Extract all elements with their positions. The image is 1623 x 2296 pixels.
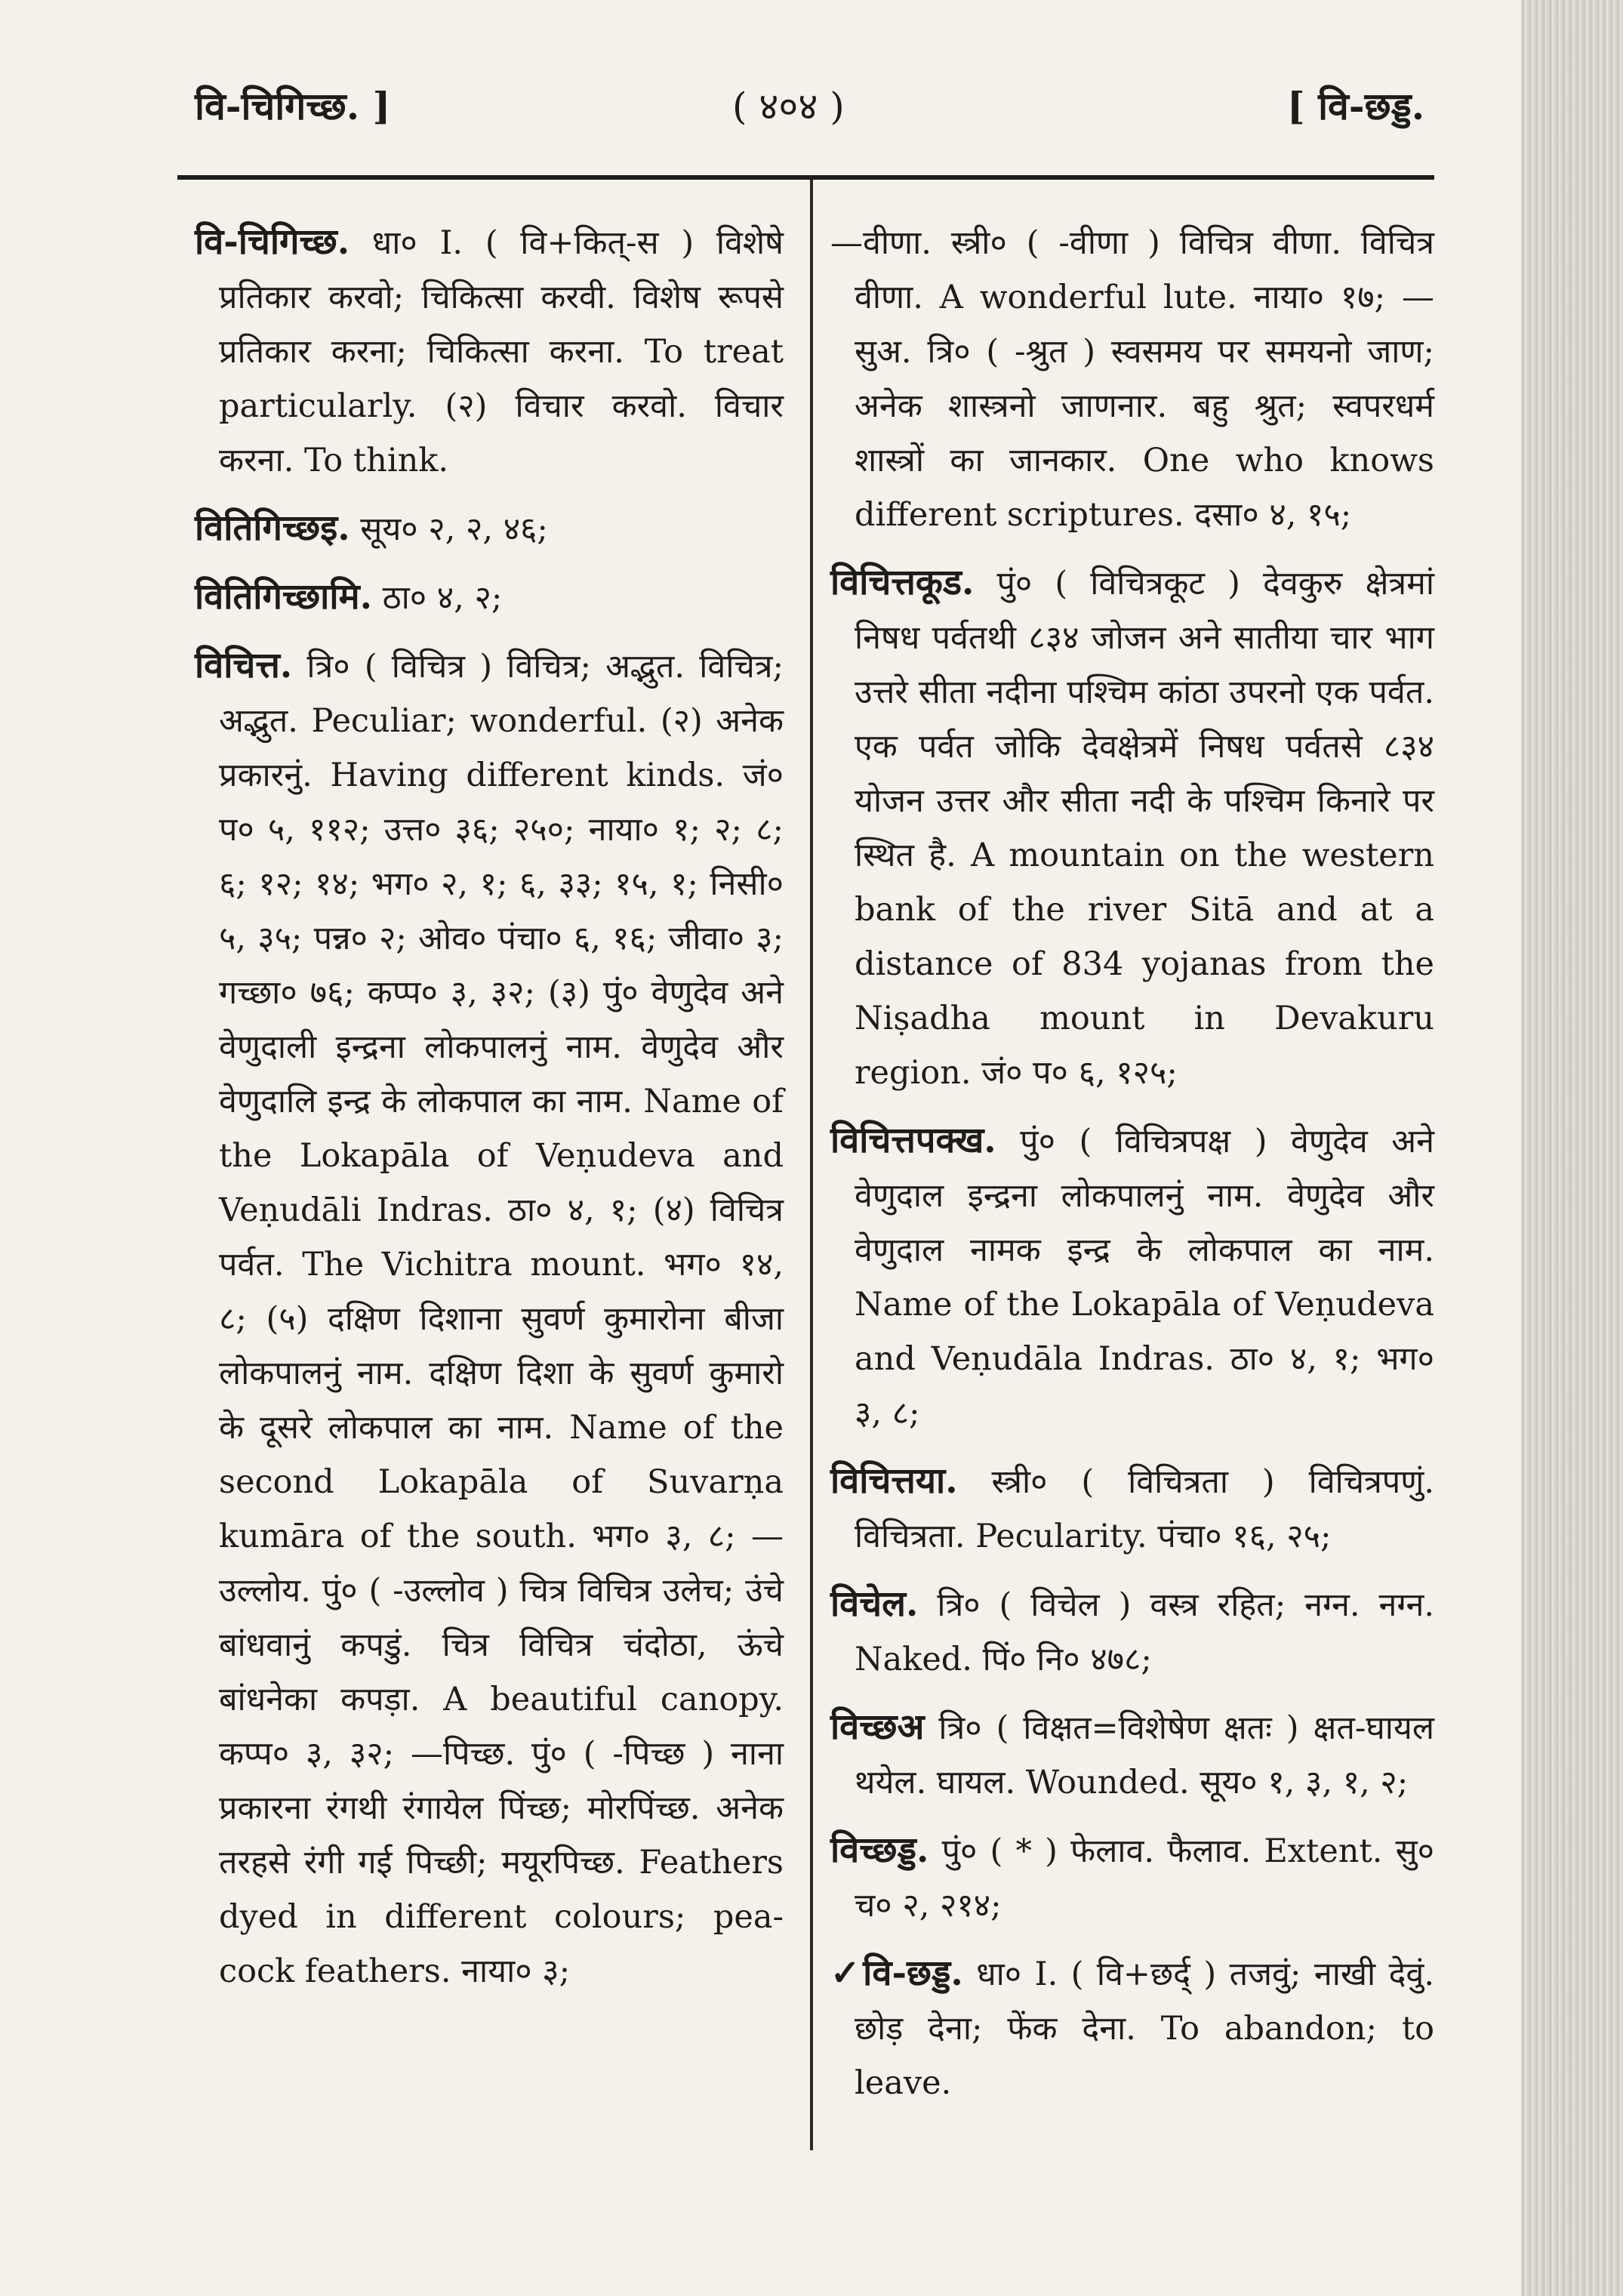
column-divider	[810, 180, 813, 2150]
entry-text: पुं० ( विचित्रपक्ष ) वेणुदेव अने वेणुदाल इन्द्रना लोकपालनुं नाम. वेणुदेव और वेणुदाल नामक इन्द्र के लोकपाल का नाम. Name of the Lokapāla of Veṇudeva and Veṇudāla Indras. ठा० ४, १; भग० ३, ८;	[855, 1123, 1434, 1432]
dictionary-entry	[195, 570, 784, 625]
dictionary-entry	[195, 639, 784, 1999]
entry-text: पुं० ( विचित्रकूट ) देवकुरु क्षेत्रमां निषध पर्वतथी ८३४ जोजन अने सातीया चार भाग उत्तरे सीता नदीना पश्चिम कांठा उपरनो एक पर्वत. एक पर्वत जोकि देवक्षेत्रमें निषध पर्वतसे ८३४ योजन उत्तर और सीता नदी के पश्चिम किनारे पर स्थित है. A mountain on the western bank of the river Sitā and at a distance of 834 yojanas from the Niṣadha mount in Devakuru region. जं० प० ६, १२५;	[855, 565, 1434, 1092]
entry-headword: विचित्तकूड.	[830, 562, 975, 603]
entry-headword: विचित्तया.	[830, 1460, 958, 1502]
entry-text: पुं० ( * ) फेलाव. फैलाव. Extent. सु० च० २, २१४;	[855, 1832, 1435, 1925]
page-edge-shadow	[1521, 0, 1623, 2296]
dictionary-entry	[195, 215, 784, 488]
dictionary-entry	[830, 1946, 1434, 2110]
entry-text: त्रि० ( विक्षत=विशेषेण क्षतः ) क्षत-घायल थयेल. घायल. Wounded. सूय० १, ३, १, २;	[855, 1709, 1435, 1801]
dictionary-entry	[830, 215, 1434, 542]
dictionary-entry	[195, 501, 784, 556]
entry-text: स्त्री० ( विचित्रता ) विचित्रपणुं. विचित्रता. Pecularity. पंचा० १६, २५;	[855, 1463, 1434, 1555]
entry-text: धा० I. ( वि+कित्-स ) विशेषे प्रतिकार करवो; चिकित्सा करवी. विशेष रूपसे प्रतिकार करना; चिकित्सा करना. To treat particularly. (२) विचार करवो. विचार करना. To think.	[219, 224, 784, 479]
entry-text: त्रि० ( विचित्र ) विचित्र; अद्भुत. विचित्र; अद्भुत. Peculiar; wonderful. (२) अनेक प्रकारनुं. Having different kinds. जं० प० ५, ११२; उत्त० ३६; २५०; नाया० १; २; ८; ६; १२; १४; भग० २, १; ६, ३३; १५, १; निसी० ५, ३५; पन्न० २; ओव० पंचा० ६, १६; जीवा० ३; गच्छा० ७६; कप्प० ३, ३२; (३) पुं० वेणुदेव अने वेणुदाली इन्द्रना लोकपालनुं नाम. वेणुदेव और वेणुदालि इन्द्र के लोकपाल का नाम. Name of the Lokapāla of Veṇudeva and Veṇudāli Indras. ठा० ४, १; (४) विचित्र पर्वत. The Vichitra mount. भग० १४, ८; (५) दक्षिण दिशाना सुवर्ण कुमारोना बीजा लोकपालनुं नाम. दक्षिण दिशा के सुवर्ण कुमारो के दूसरे लोकपाल का नाम. Name of the second Lokapāla of Suvarṇa kumāra of the south. भग० ३, ८; —उल्लोय. पुं० ( -उल्लोव ) चित्र विचित्र उलेच; उंचे बांधवानुं कपडुं. चित्र विचित्र चंदोठा, ऊंचे बांधनेका कपड़ा. A beautiful canopy. कप्प० ३, ३२; —पिच्छ. पुं० ( -पिच्छ ) नाना प्रकारना रंगथी रंगायेल पिंच्छ; मोरपिंच्छ. अनेक तरहसे रंगी गई पिच्छी; मयूरपिच्छ. Feathers dyed in different colours; pea-cock feathers. नाया० ३;	[219, 648, 784, 1990]
entry-text: ठा० ४, २;	[382, 579, 503, 617]
dictionary-entry	[830, 1114, 1434, 1441]
entry-text: —वीणा. स्त्री० ( -वीणा ) विचित्र वीणा. विचित्र वीणा. A wonderful lute. नाया० १७; —सुअ. त्रि० ( -श्रुत ) स्वसमय पर समयनो जाण; अनेक शास्त्रनो जाणनार. बहु श्रुत; स्वपरधर्म शास्त्रों का जानकार. One who knows different scriptures. दसा० ४, १५;	[830, 224, 1434, 534]
entry-headword: विचित्तपक्ख.	[830, 1120, 996, 1161]
entry-headword: विच्छड्ड.	[830, 1829, 929, 1871]
right-column	[830, 215, 1434, 2124]
dictionary-entry	[830, 1823, 1434, 1933]
entry-headword: ✓वि-छड्ड.	[830, 1952, 963, 1994]
dictionary-entry	[830, 1700, 1434, 1810]
entry-headword: विच्छअ	[830, 1706, 925, 1748]
entry-headword: वि-चिगिच्छ.	[195, 221, 350, 263]
entry-headword: विचित्त.	[195, 645, 293, 686]
entry-text: सूय० २, २, ४६;	[360, 510, 548, 548]
running-head-left: वि-चिगिच्छ. ]	[195, 84, 391, 128]
entry-headword: विचेल.	[830, 1583, 919, 1625]
dictionary-entry	[830, 556, 1434, 1100]
entry-text: धा० I. ( वि+छर्द् ) तजवुं; नाखी देवुं. छोड़ देना; फेंक देना. To abandon; to leave.	[855, 1955, 1434, 2102]
entry-headword: वितिगिच्छइ.	[195, 507, 350, 549]
dictionary-entry	[830, 1577, 1434, 1687]
running-head-right: [ वि-छड्ड.	[1287, 84, 1425, 128]
left-column	[195, 215, 784, 2012]
entry-headword: वितिगिच्छामि.	[195, 576, 372, 618]
page-number: ( ४०४ )	[732, 85, 845, 128]
header-rule	[177, 175, 1434, 180]
entry-text: त्रि० ( विचेल ) वस्त्र रहित; नग्न. नग्न. Naked. पिं० नि० ४७८;	[855, 1586, 1435, 1678]
dictionary-entry	[830, 1454, 1434, 1564]
